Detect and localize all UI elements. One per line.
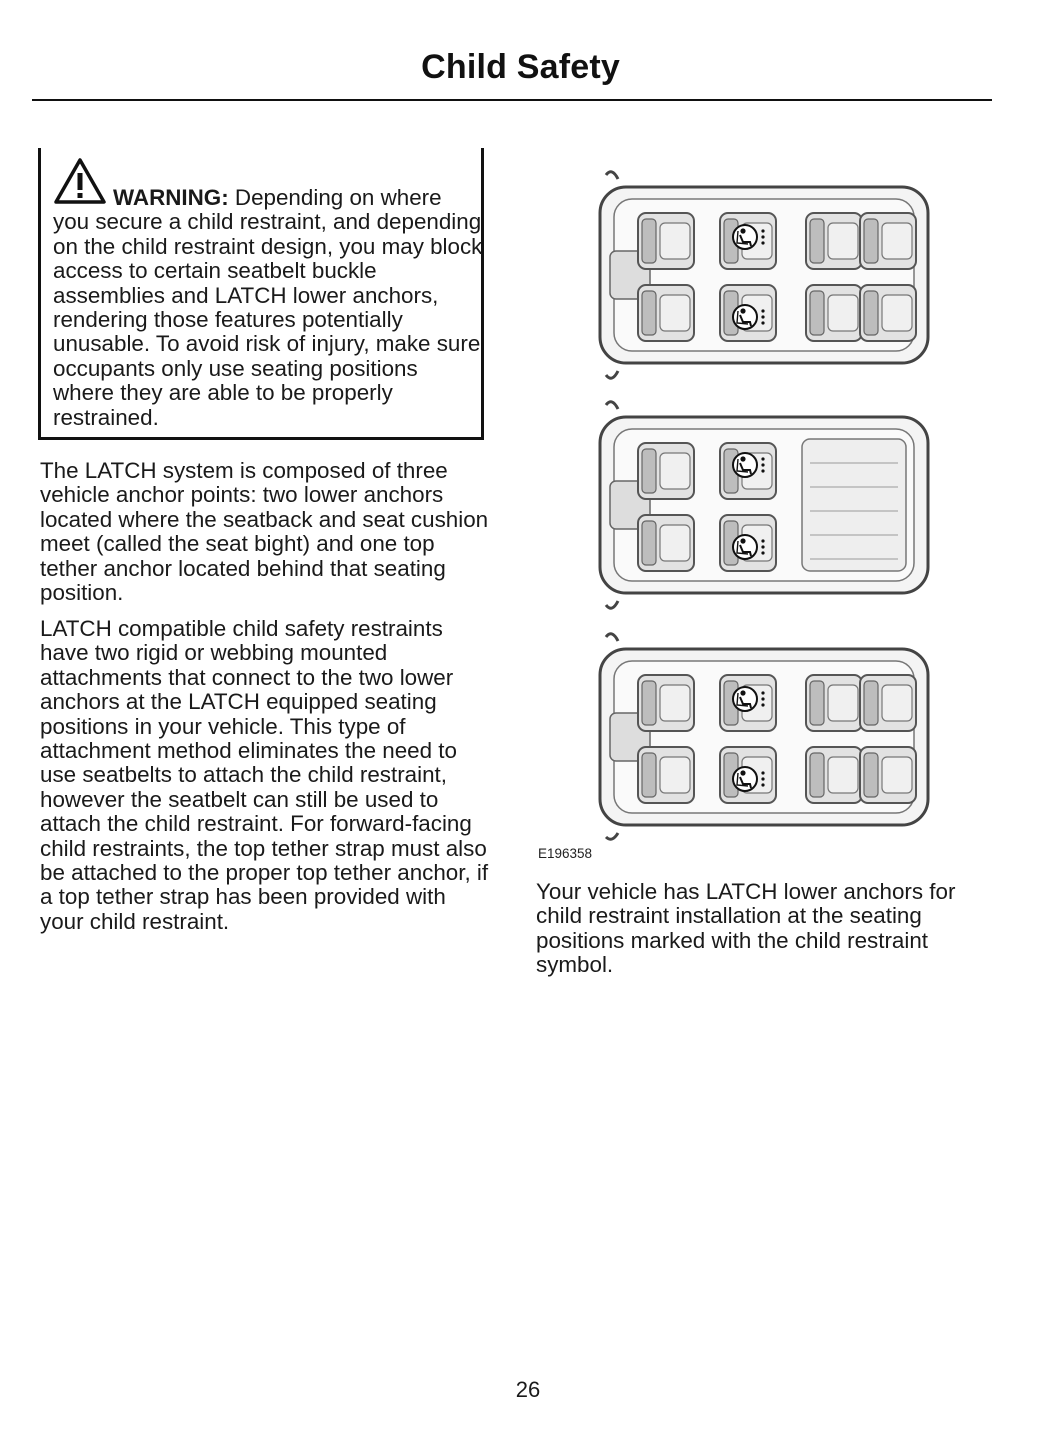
vehicle-diagram-3 <box>600 634 928 839</box>
latch-system-paragraph: The LATCH system is composed of three vehicle anchor points: two lower anchors located where the seatback and seat cushion meet (called the seat bight) and one top tether anchor located behind that seating position. <box>40 458 489 606</box>
page-number: 26 <box>515 1377 541 1402</box>
latch-restraints-paragraph: LATCH compatible child safety restraints have two rigid or webbing mounted attachments that connect to the two lower anchors at the LATCH equipped seating positions in your vehicle. This type of attachment method eliminates the need to use seatbelts to attach the child restraint, however the seatbelt can still be used to attach the child restraint. For forward-facing child restraints, the top tether strap must also be attached to the proper top tether anchor, if a top tether strap has been provided with your child restraint. <box>40 616 489 934</box>
page-title: Child Safety <box>421 48 620 86</box>
warning-box <box>38 148 484 440</box>
latch-locations-paragraph: Your vehicle has LATCH lower anchors for child restraint installation at the seating positions marked with the child restraint symbol. <box>536 879 956 978</box>
vehicle-diagram-1 <box>600 172 928 378</box>
figure-label: E196358 <box>538 846 593 861</box>
warning-label: WARNING: <box>113 185 229 210</box>
warning-text <box>53 186 483 430</box>
warning-body: Depending on where you secure a child restraint, and depending on the child restraint design, you may block access to certain seatbelt buckle assemblies and LATCH lower anchors, rendering those features potentially unusable. To avoid risk of injury, make sure occupants only use seating positions where they are able to be properly restrained. <box>53 185 483 430</box>
header-divider <box>32 99 992 101</box>
vehicle-seating-diagram <box>580 165 940 845</box>
vehicle-diagram-2 <box>600 402 928 608</box>
